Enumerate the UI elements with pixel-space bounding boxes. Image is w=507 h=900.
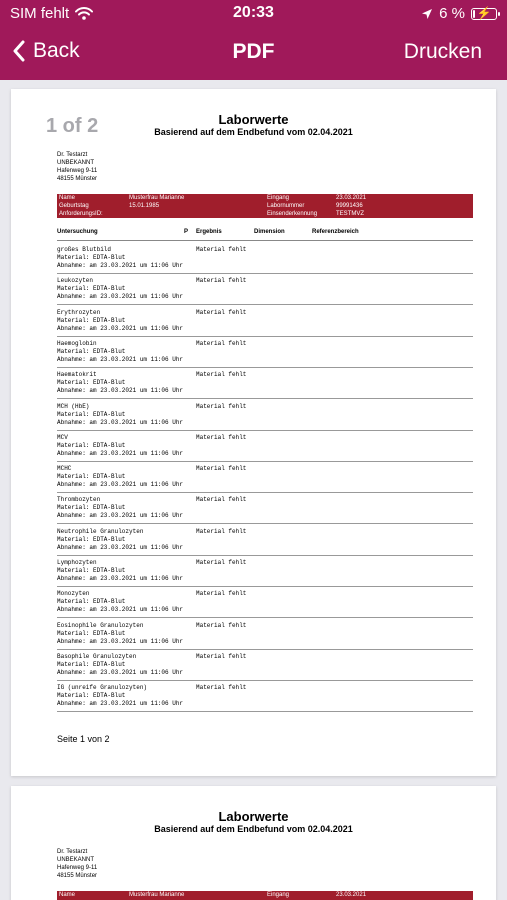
document-subtitle: Basierend auf dem Endbefund vom 02.04.2021 — [154, 824, 353, 834]
status-time: 20:33 — [233, 4, 274, 21]
column-reference: Referenzbereich — [312, 229, 359, 235]
lab-value: 99991436 — [336, 203, 363, 209]
table-row — [57, 650, 473, 681]
table-row — [57, 681, 473, 712]
table-row — [57, 243, 473, 274]
test-result: Material fehlt — [196, 339, 247, 347]
test-name: Erythrozyten — [57, 308, 101, 316]
location-arrow-icon — [421, 8, 433, 20]
test-result: Material fehlt — [196, 308, 247, 316]
test-material: Material: EDTA-Blut — [57, 347, 126, 355]
column-result: Ergebnis — [196, 229, 222, 235]
sender-value: TESTMVZ — [336, 211, 364, 217]
test-material: Material: EDTA-Blut — [57, 692, 126, 700]
table-row — [57, 400, 473, 431]
test-name: großes Blutbild — [57, 246, 112, 253]
test-name: Haemoglobin — [57, 339, 97, 347]
column-p: P — [184, 229, 189, 235]
sender-line: 48155 Münster — [57, 176, 98, 182]
battery-percent: 6 % — [439, 5, 465, 22]
test-result: Material fehlt — [196, 433, 247, 441]
page-indicator: 1 of 2 — [46, 115, 99, 137]
page-footer: Seite 1 von 2 — [57, 734, 110, 744]
test-name: Thrombozyten — [57, 496, 101, 504]
document-title: Laborwerte — [218, 809, 289, 824]
test-name: Lymphozyten — [57, 559, 97, 566]
test-taken: Abnahme: am 23.03.2021 um 11:06 Uhr — [57, 262, 184, 269]
test-material: Material: EDTA-Blut — [57, 316, 126, 324]
document-subtitle: Basierend auf dem Endbefund vom 02.04.2021 — [154, 127, 353, 137]
column-dimension: Dimension — [254, 229, 285, 235]
sender-label: Einsenderkennung — [267, 211, 318, 217]
test-result: Material fehlt — [196, 246, 247, 253]
test-taken: Abnahme: am 23.03.2021 um 11:06 Uhr — [57, 637, 184, 645]
birth-value: 15.01.1985 — [129, 203, 160, 209]
table-row — [57, 274, 473, 305]
table-row — [57, 306, 473, 337]
sender-line: Dr. Testarzt — [57, 849, 88, 855]
test-taken: Abnahme: am 23.03.2021 um 11:06 Uhr — [57, 449, 184, 457]
test-result: Material fehlt — [196, 277, 247, 285]
print-button[interactable]: Drucken — [403, 40, 482, 63]
in-value: 23.03.2021 — [336, 195, 367, 201]
patient-info-box — [57, 194, 473, 218]
table-row — [57, 556, 473, 587]
table-row — [57, 368, 473, 399]
test-name: MCHC — [57, 465, 72, 473]
test-result: Material fehlt — [196, 527, 247, 535]
pdf-page-2 — [11, 786, 496, 900]
test-name: Neutrophile Granulozyten — [57, 527, 144, 535]
test-result: Material fehlt — [196, 559, 247, 566]
test-result: Material fehlt — [196, 621, 247, 629]
test-material: Material: EDTA-Blut — [57, 410, 126, 418]
test-taken: Abnahme: am 23.03.2021 um 11:06 Uhr — [57, 387, 184, 395]
back-label: Back — [33, 39, 80, 62]
document-title: Laborwerte — [218, 112, 289, 127]
sender-line: UNBEKANNT — [57, 160, 95, 166]
test-taken: Abnahme: am 23.03.2021 um 11:06 Uhr — [57, 700, 184, 708]
test-material: Material: EDTA-Blut — [57, 567, 126, 574]
test-taken: Abnahme: am 23.03.2021 um 11:06 Uhr — [57, 512, 184, 520]
battery-charging-icon — [471, 5, 497, 20]
in-value: 23.03.2021 — [336, 892, 367, 898]
status-right-group — [421, 5, 497, 22]
test-material: Material: EDTA-Blut — [57, 629, 126, 637]
table-row — [57, 462, 473, 493]
navigation-bar — [0, 26, 507, 80]
test-material: Material: EDTA-Blut — [57, 660, 126, 668]
in-label: Eingang — [267, 892, 290, 898]
test-result: Material fehlt — [196, 371, 247, 379]
test-taken: Abnahme: am 23.03.2021 um 11:06 Uhr — [57, 481, 184, 489]
pdf-viewer[interactable] — [0, 80, 507, 900]
test-material: Material: EDTA-Blut — [57, 441, 126, 449]
test-result: Material fehlt — [196, 465, 247, 473]
carrier-label: SIM fehlt — [10, 5, 70, 22]
test-taken: Abnahme: am 23.03.2021 um 11:06 Uhr — [57, 293, 184, 301]
test-material: Material: EDTA-Blut — [57, 473, 126, 481]
in-label: Eingang — [267, 195, 290, 201]
name-value: Musterfrau Marianne — [129, 195, 185, 201]
test-taken: Abnahme: am 23.03.2021 um 11:06 Uhr — [57, 418, 184, 426]
bolt-icon: ⚡ — [476, 5, 492, 20]
test-name: Leukozyten — [57, 277, 94, 285]
name-value: Musterfrau Marianne — [129, 892, 185, 898]
test-name: MCH (HbE) — [57, 402, 90, 410]
sender-line: Hafenweg 9-11 — [57, 865, 98, 871]
sender-line: 48155 Münster — [57, 873, 98, 879]
test-name: IG (unreife Granulozyten) — [57, 684, 148, 692]
lab-label: Labornummer — [267, 203, 305, 209]
test-name: Haematokrit — [57, 371, 97, 379]
sender-address — [57, 848, 97, 880]
patient-info-box — [57, 891, 473, 900]
test-material: Material: EDTA-Blut — [57, 598, 126, 606]
table-row — [57, 525, 473, 556]
sender-line: UNBEKANNT — [57, 857, 95, 863]
table-row — [57, 493, 473, 524]
status-bar — [0, 0, 507, 26]
name-label: Name — [59, 892, 76, 898]
test-name: Basophile Granulozyten — [57, 652, 137, 660]
top-bar — [0, 0, 507, 80]
test-taken: Abnahme: am 23.03.2021 um 11:06 Uhr — [57, 606, 184, 614]
test-result: Material fehlt — [196, 402, 247, 410]
table-row — [57, 337, 473, 368]
test-result: Material fehlt — [196, 652, 247, 660]
pdf-page-1 — [11, 89, 496, 776]
table-row — [57, 431, 473, 462]
test-taken: Abnahme: am 23.03.2021 um 11:06 Uhr — [57, 575, 184, 582]
order-label: AnforderungsID: — [59, 211, 103, 217]
test-taken: Abnahme: am 23.03.2021 um 11:06 Uhr — [57, 543, 184, 551]
test-material: Material: EDTA-Blut — [57, 379, 126, 387]
test-taken: Abnahme: am 23.03.2021 um 11:06 Uhr — [57, 355, 184, 363]
test-material: Material: EDTA-Blut — [57, 504, 126, 512]
birth-label: Geburtstag — [59, 203, 89, 209]
test-material: Material: EDTA-Blut — [57, 535, 126, 543]
sender-address — [57, 151, 97, 183]
nav-title: PDF — [232, 40, 275, 63]
test-material: Material: EDTA-Blut — [57, 285, 126, 293]
column-test: Untersuchung — [57, 229, 98, 235]
name-label: Name — [59, 195, 76, 201]
test-name: MCV — [57, 433, 68, 441]
table-row — [57, 587, 473, 618]
test-taken: Abnahme: am 23.03.2021 um 11:06 Uhr — [57, 324, 184, 332]
test-result: Material fehlt — [196, 590, 247, 598]
sender-line: Hafenweg 9-11 — [57, 168, 98, 174]
test-name: Monozyten — [57, 590, 90, 598]
table-row — [57, 619, 473, 650]
test-material: Material: EDTA-Blut — [57, 254, 126, 261]
test-taken: Abnahme: am 23.03.2021 um 11:06 Uhr — [57, 668, 184, 676]
test-result: Material fehlt — [196, 684, 247, 692]
sender-line: Dr. Testarzt — [57, 152, 88, 158]
test-result: Material fehlt — [196, 496, 247, 504]
test-name: Eosinophile Granulozyten — [57, 621, 144, 629]
table-header — [57, 226, 473, 241]
